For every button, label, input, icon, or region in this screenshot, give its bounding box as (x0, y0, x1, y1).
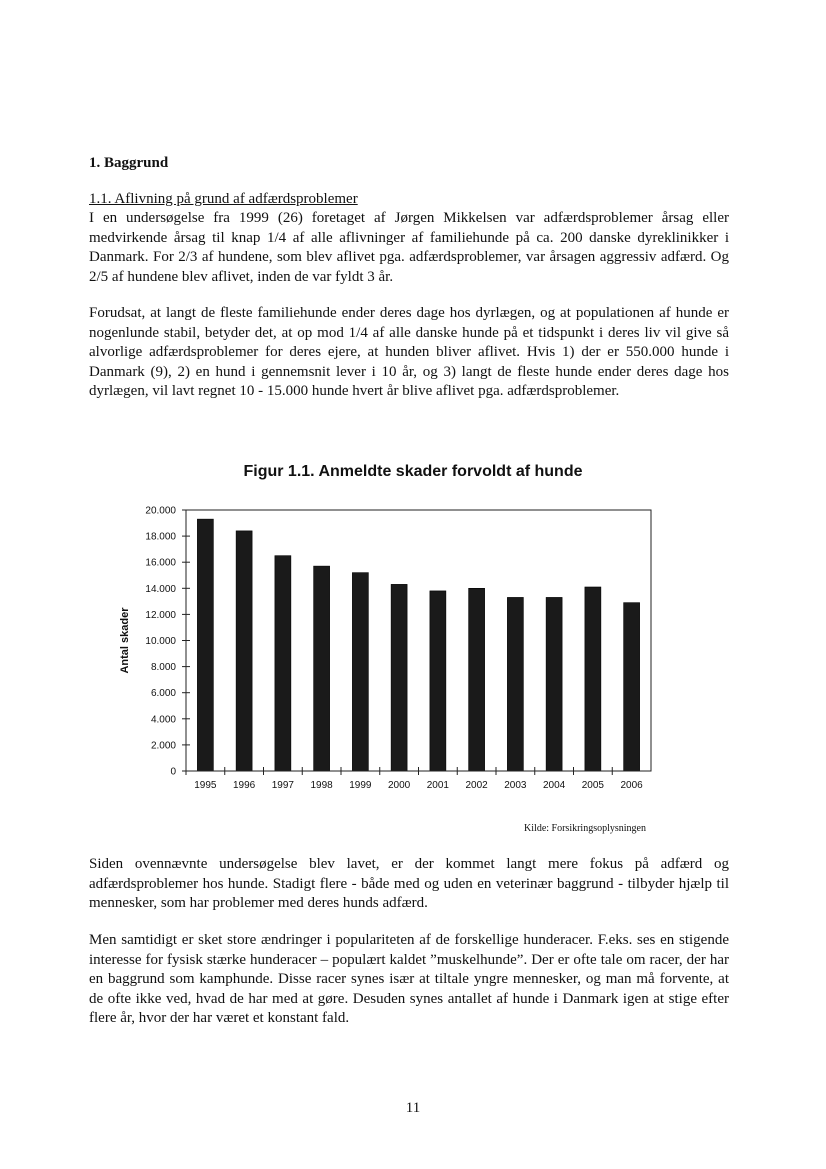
bar (624, 603, 640, 771)
x-tick-label: 1996 (233, 780, 256, 791)
source-note: Kilde: Forsikringsoplysningen (524, 823, 646, 834)
paragraph-1: I en undersøgelse fra 1999 (26) foretaget af Jørgen Mikkelsen var adfærdsproblemer årsag eller medvirkende årsag til knap 1/4 af alle aflivninger af familiehunde på ca. 200 danske dyreklinikker i Danmark. For 2/3 af hundene, som blev aflivet pga. adfærdsproblemer, var årsagen aggressiv adfærd. Og 2/5 af hundene blev aflivet, inden de var fyldt 3 år. (89, 210, 729, 285)
section-heading: 1. Baggrund (89, 155, 169, 171)
x-tick-label: 1995 (194, 780, 217, 791)
bar (546, 597, 562, 771)
bar (391, 584, 407, 771)
bar-chart (100, 495, 680, 805)
subsection-heading: 1.1. Aflivning på grund af adfærdsproblemer (89, 191, 358, 207)
bar (585, 587, 601, 771)
y-tick-label: 8.000 (150, 662, 176, 674)
bar (352, 573, 368, 771)
bar (236, 531, 252, 771)
paragraph-2: Forudsat, at langt de fleste familiehunde ender deres dage hos dyrlægen, og at populationen af hunde er nogenlunde stabil, betyder det, at op mod 1/4 af alle danske hunde på et tidspunkt i deres liv vil give så alvorlige adfærdsproblemer for deres ejere, at hunden bliver aflivet. Hvis 1) der er 550.000 hunde i Danmark (9), 2) en hund i gennemsnit lever i 10 år, og 3) langt de fleste hunde ender deres dage hos dyrlægen, vil lavt regnet 10 - 15.000 hunde hvert år blive aflivet pga. adfærdsproblemer. (89, 305, 729, 399)
x-tick-label: 1999 (349, 780, 372, 791)
y-tick-label: 16.000 (145, 557, 176, 569)
bars-group (197, 519, 639, 771)
y-tick-label: 18.000 (145, 531, 176, 543)
axes-group (186, 510, 651, 771)
y-tick-label: 0 (170, 766, 176, 778)
y-tick-label: 12.000 (145, 609, 176, 621)
y-tick-label: 6.000 (150, 688, 176, 700)
x-tick-label: 2001 (426, 780, 449, 791)
x-tick-label: 1998 (310, 780, 333, 791)
plot-frame (186, 510, 651, 771)
x-tick-label: 1997 (271, 780, 294, 791)
y-axis-label: Antal skader (119, 607, 131, 674)
bar (507, 597, 523, 771)
y-tick-label: 14.000 (145, 583, 176, 595)
y-tick-label: 2.000 (150, 740, 176, 752)
x-tick-label: 2005 (581, 780, 604, 791)
y-ticks-group (145, 506, 190, 778)
x-tick-label: 2002 (465, 780, 488, 791)
y-tick-label: 10.000 (145, 636, 176, 647)
bar (314, 566, 330, 771)
paragraph-4: Men samtidigt er sket store ændringer i populariteten af de forskellige hunderacer. F.eks. ses en stigende interesse for fysisk stærke hunderacer – populært kaldet ”muskelhunde”. Der er ofte tale om racer, der har en baggrund som kamphunde. Disse racer synes især at tiltale yngre mennesker, og man må forvente, at de ofte ikke ved, hvad de har med at gøre. Desuden synes antallet af hunde i Danmark igen at stige efter flere år, hvor der har været et konstant fald. (89, 932, 729, 1026)
bar (275, 556, 291, 771)
x-tick-label: 2006 (620, 780, 643, 791)
x-tick-label: 2000 (388, 780, 411, 791)
y-tick-label: 4.000 (150, 714, 176, 726)
paragraph-3: Siden ovennævnte undersøgelse blev lavet, er der kommet langt mere fokus på adfærd og adfærdsproblemer hos hunde. Stadigt flere - både med og uden en veterinær baggrund - tilbyder hjælp til mennesker, som har problemer med deres hunds adfærd. (89, 856, 729, 911)
y-tick-label: 20.000 (145, 505, 176, 517)
figure-title: Figur 1.1. Anmeldte skader forvoldt af hunde (243, 463, 583, 480)
page-number: 11 (405, 1100, 421, 1116)
bar (197, 519, 213, 771)
x-tick-label: 2003 (504, 780, 527, 791)
bar (430, 591, 446, 771)
x-tick-label: 2004 (543, 780, 566, 791)
bar (469, 588, 485, 771)
